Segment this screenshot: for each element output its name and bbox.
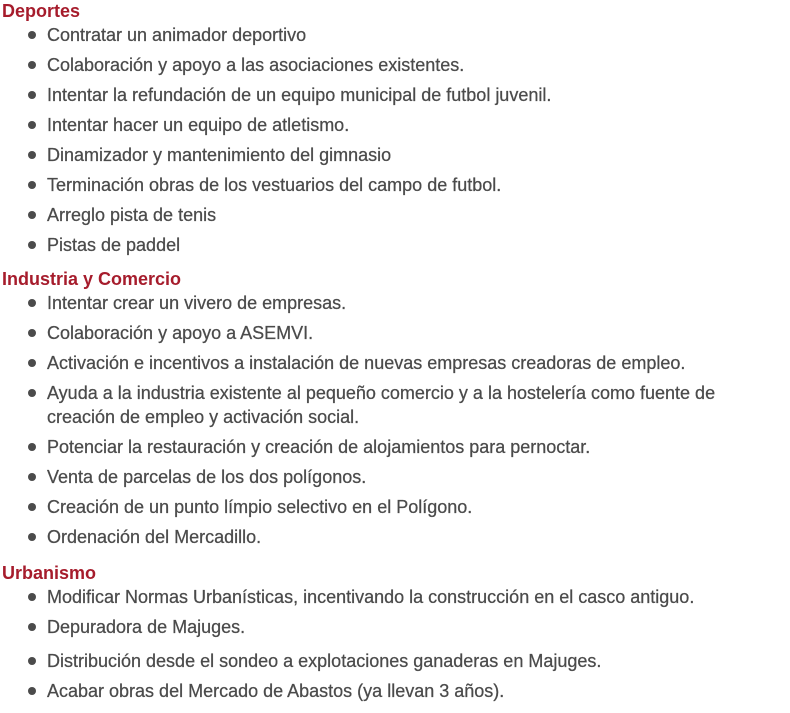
list-item: [2, 525, 782, 549]
bullet-list: [2, 585, 782, 703]
bullet-icon: [28, 151, 36, 159]
list-item: [2, 465, 782, 489]
list-item: [2, 615, 782, 639]
list-item-text: Dinamizador y mantenimiento del gimnasio: [47, 145, 392, 165]
bullet-icon: [28, 181, 36, 189]
list-item-text: Ayuda a la industria existente al pequeño comercio y a la hostelería como fuente de creación de empleo y activación social.: [47, 383, 716, 427]
bullet-icon: [28, 241, 36, 249]
list-item-text: Acabar obras del Mercado de Abastos (ya llevan 3 años).: [47, 681, 505, 701]
list-item: [2, 143, 782, 167]
list-item-text: Intentar crear un vivero de empresas.: [47, 293, 347, 313]
bullet-icon: [28, 503, 36, 511]
section-title: Industria y Comercio: [2, 269, 182, 289]
bullet-icon: [28, 121, 36, 129]
list-item-text: Depuradora de Majuges.: [47, 617, 246, 637]
list-item: [2, 83, 782, 107]
list-item: [2, 435, 782, 459]
bullet-icon: [28, 657, 36, 665]
list-item: [2, 173, 782, 197]
bullet-icon: [28, 533, 36, 541]
list-item-text: Ordenación del Mercadillo.: [47, 527, 262, 547]
bullet-icon: [28, 91, 36, 99]
list-item-text: Activación e incentivos a instalación de nuevas empresas creadoras de empleo.: [47, 353, 686, 373]
bullet-icon: [28, 61, 36, 69]
list-item: [2, 291, 782, 315]
bullet-icon: [28, 443, 36, 451]
list-item: [2, 351, 782, 375]
section-industria-comercio: [2, 268, 782, 555]
list-item-text: Potenciar la restauración y creación de alojamientos para pernoctar.: [47, 437, 591, 457]
list-item-text: Arreglo pista de tenis: [47, 205, 217, 225]
bullet-icon: [28, 623, 36, 631]
bullet-icon: [28, 359, 36, 367]
bullet-icon: [28, 593, 36, 601]
bullet-icon: [28, 473, 36, 481]
bullet-icon: [28, 299, 36, 307]
list-item: [2, 381, 782, 429]
bullet-icon: [28, 389, 36, 397]
list-item: [2, 585, 782, 609]
list-item: [2, 113, 782, 137]
list-item-text: Venta de parcelas de los dos polígonos.: [47, 467, 367, 487]
list-item: [2, 23, 782, 47]
list-item: [2, 203, 782, 227]
section-title: Urbanismo: [2, 563, 97, 583]
list-item-text: Contratar un animador deportivo: [47, 25, 307, 45]
section-deportes: [2, 0, 782, 263]
list-item: [2, 233, 782, 257]
bullet-list: [2, 291, 782, 549]
list-item-text: Creación de un punto límpio selectivo en el Polígono.: [47, 497, 473, 517]
list-item: [2, 495, 782, 519]
list-item: [2, 53, 782, 77]
bullet-icon: [28, 329, 36, 337]
list-item-text: Terminación obras de los vestuarios del campo de futbol.: [47, 175, 502, 195]
section-urbanismo: [2, 562, 782, 709]
bullet-icon: [28, 31, 36, 39]
list-item: [2, 321, 782, 345]
list-item: [2, 649, 782, 673]
bullet-list: [2, 23, 782, 257]
list-item-text: Colaboración y apoyo a las asociaciones existentes.: [47, 55, 465, 75]
list-item-text: Intentar la refundación de un equipo municipal de futbol juvenil.: [47, 85, 552, 105]
list-item-text: Distribución desde el sondeo a explotaciones ganaderas en Majuges.: [47, 651, 602, 671]
list-item-text: Modificar Normas Urbanísticas, incentivando la construcción en el casco antiguo.: [47, 587, 695, 607]
bullet-icon: [28, 211, 36, 219]
list-item-text: Colaboración y apoyo a ASEMVI.: [47, 323, 314, 343]
section-title: Deportes: [2, 1, 81, 21]
list-item: [2, 679, 782, 703]
list-item-text: Intentar hacer un equipo de atletismo.: [47, 115, 350, 135]
bullet-icon: [28, 687, 36, 695]
list-item-text: Pistas de paddel: [47, 235, 181, 255]
